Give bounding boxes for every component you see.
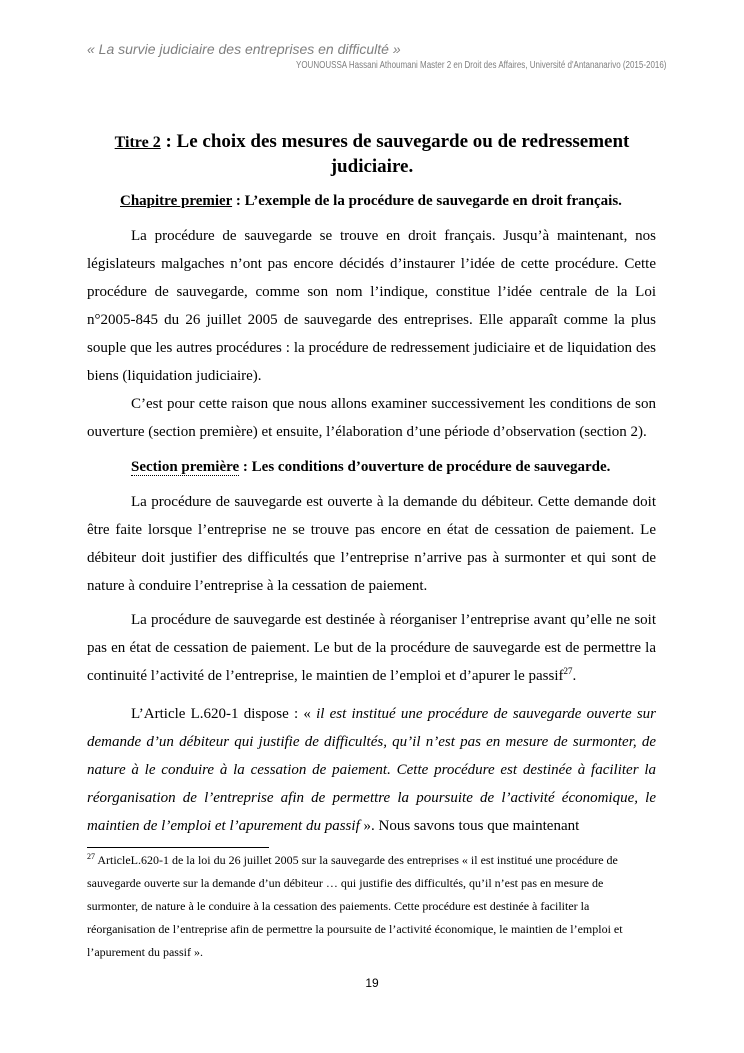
footnote-reference[interactable]: 27	[563, 666, 573, 676]
part-title	[87, 130, 657, 179]
paragraph-4-text: La procédure de sauvegarde est destinée à réorganiser l’entreprise avant qu’elle ne soit pas en état de cessation de paiement. Le but de la procédure de sauvegarde est de permettre la continuité l’activité de l’entreprise, le maintien de l’emploi et d’apurer le passif	[87, 612, 656, 684]
paragraph-4	[87, 606, 656, 690]
footnote	[87, 849, 655, 964]
paragraph-4-end: .	[572, 668, 577, 684]
paragraph-5	[87, 700, 656, 840]
part-title-text: : Le choix des mesures de sauvegarde ou de redressement judiciaire.	[160, 131, 630, 177]
chapter-heading	[120, 193, 660, 210]
chapter-text: : L’exemple de la procédure de sauvegarde en droit français.	[232, 193, 622, 209]
paragraph-3: La procédure de sauvegarde est ouverte à la demande du débiteur. Cette demande doit être faite lorsque l’entreprise ne se trouve pas encore en état de cessation de paiement. Le débiteur doit justifier des difficultés que l’entreprise n’arrive pas à surmonter et qui sont de nature à conduire l’entreprise à la cessation de paiement.	[87, 494, 656, 594]
section-label: Section première	[131, 459, 240, 475]
part-title-label: Titre 2	[114, 134, 161, 151]
footnote-text: ArticleL.620-1 de la loi du 26 juillet 2005 sur la sauvegarde des entreprises « il est institué une procédure de sauvegarde ouverte sur la demande d’un débiteur … qui justifie des difficultés, qu’il n’est pas en mesure de surmonter, de nature à le conduire à la cessation des paiements. Cette procédure est destinée à faciliter la réorganisation de l’entreprise afin de permettre la poursuite de l’activité économique, le maintien de l’emploi et l’apurement du passif ».	[87, 853, 623, 959]
section-heading	[131, 459, 661, 476]
paragraph-1: La procédure de sauvegarde se trouve en droit français. Jusqu’à maintenant, nos législateurs malgaches n’ont pas encore décidés d’instaurer l’idée de cette procédure. Cette procédure de sauvegarde, comme son nom l’indique, constitue l’idée centrale de la Loi n°2005-845 du 26 juillet 2005 de sauvegarde des entreprises. Elle apparaît comme la plus souple que les autres procédures : la procédure de redressement judiciaire et de liquidation des biens (liquidation judiciaire).	[87, 228, 656, 384]
paragraph-5-start: L’Article L.620-1 dispose : «	[131, 706, 317, 722]
paragraph-5-end: ». Nous savons tous que maintenant	[359, 818, 580, 834]
section-text: : Les conditions d’ouverture de procédure de sauvegarde.	[239, 459, 611, 475]
footnote-number: 27	[87, 852, 95, 861]
chapter-label: Chapitre premier	[120, 193, 233, 209]
paragraph-5-quote: il est institué une procédure de sauvegarde ouverte sur demande d’un débiteur qui justifie de difficultés, qu’il n’est pas en mesure de surmonter, de nature à le conduire à la cessation de paiement. Cette procédure est destinée à faciliter la réorganisation de l’entreprise afin de permettre la poursuite de l’activité économique, le maintien de l’emploi et l’apurement du passif	[87, 706, 656, 834]
running-header-title: « La survie judiciaire des entreprises en difficulté »	[87, 41, 401, 57]
footnote-separator	[87, 847, 269, 848]
paragraph-2: C’est pour cette raison que nous allons examiner successivement les conditions de son ouverture (section première) et ensuite, l’élaboration d’une période d’observation (section 2).	[87, 396, 656, 440]
running-header-author: YOUNOUSSA Hassani Athoumani Master 2 en Droit des Affaires, Université d'Antananarivo (2015-2016)	[296, 60, 667, 71]
page-number: 19	[365, 976, 379, 990]
